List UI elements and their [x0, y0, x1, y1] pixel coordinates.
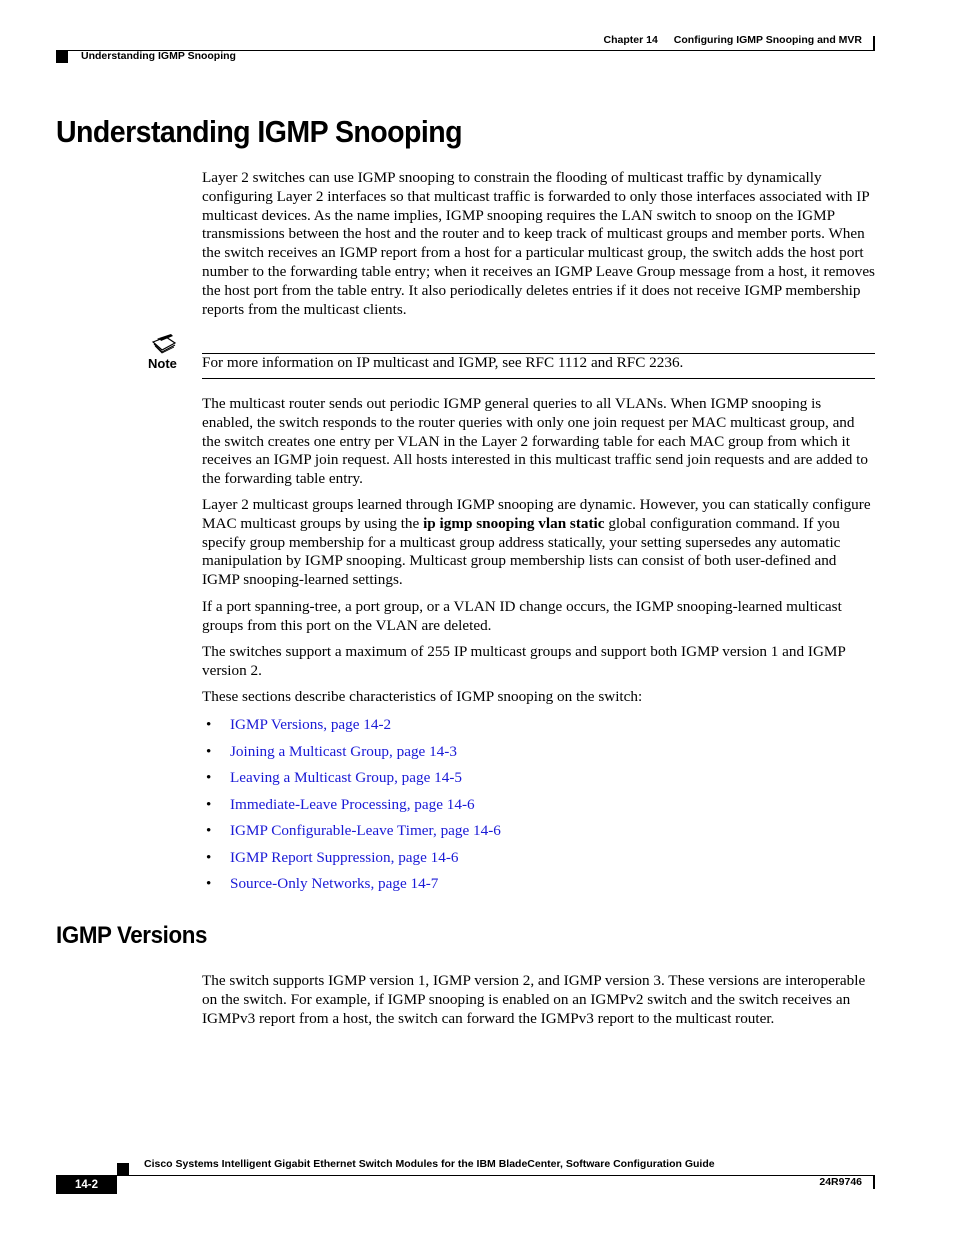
groups-paragraph [202, 496, 876, 590]
page-number: 14-2 [56, 1176, 117, 1194]
intro-paragraph: Layer 2 switches can use IGMP snooping to constrain the flooding of multicast traffic by dynamically configuring Layer 2 interfaces so that multicast traffic is forwarded to only those interfaces associated with IP multicast devices. As the name implies, IGMP snooping requires the LAN switch to snoop on the IGMP transmissions between the host and the router and to keep track of multicast groups and member ports. When the switch receives an IGMP report from a host for a particular multicast group, the switch adds the host port number to the forwarding table entry; when it receives an IGMP Leave Group message from a host, it removes the host port from the table entry. It also periodically deletes entries if it does not receive IGMP membership reports from the multicast clients. [202, 169, 875, 318]
header-square-marker [56, 51, 68, 63]
note-rule-bottom [202, 378, 875, 379]
router-paragraph: The multicast router sends out periodic IGMP general queries to all VLANs. When IGMP snooping is enabled, the switch responds to the router queries with only one join request per MAC multicast group, and the switch creates one entry per VLAN in the Layer 2 forwarding table for each MAC group from which it receives an IGMP join request. All hosts interested in this multicast traffic send join requests and are added to the forwarding table entry. [202, 395, 868, 488]
page-title: Understanding IGMP Snooping [56, 114, 463, 149]
footer-guide-title: Cisco Systems Intelligent Gigabit Ethernet Switch Modules for the IBM BladeCenter, Software Configuration Guide [144, 1158, 715, 1170]
header-tick-mark [873, 36, 875, 51]
note-pencil-icon [150, 333, 178, 355]
chapter-number: Chapter 14 [603, 34, 658, 46]
link-joining-multicast-group[interactable]: Joining a Multicast Group, page 14-3 [230, 742, 457, 760]
maximum-groups-paragraph: The switches support a maximum of 255 IP multicast groups and support both IGMP version 1 and IGMP version 2. [202, 643, 846, 679]
bullet: • [206, 742, 212, 760]
document-number: 24R9746 [819, 1176, 862, 1188]
command-text: ip igmp snooping vlan static [423, 514, 605, 532]
bullet: • [206, 769, 212, 786]
sections-intro-paragraph: These sections describe characteristics of IGMP snooping on the switch: [202, 688, 643, 705]
running-header-chapter [604, 34, 862, 46]
versions-paragraph: The switch supports IGMP version 1, IGMP version 2, and IGMP version 3. These versions are interoperable on the switch. For example, if IGMP snooping is enabled on an IGMPv2 switch and the switch receives an IGMPv3 report from a host, the switch can forward the IGMPv3 report to the multicast router. [202, 972, 866, 1027]
bullet: • [206, 848, 212, 866]
bullet: • [206, 875, 212, 892]
bullet: • [206, 716, 212, 733]
footer-square-marker [117, 1163, 129, 1175]
footer-tick-mark [873, 1175, 875, 1189]
section-heading-igmp-versions: IGMP Versions [56, 922, 208, 949]
note-text: For more information on IP multicast and IGMP, see RFC 1112 and RFC 2236. [202, 354, 684, 371]
bullet: • [206, 822, 212, 839]
link-configurable-leave-timer[interactable]: IGMP Configurable-Leave Timer, page 14-6 [230, 822, 501, 839]
link-igmp-report-suppression[interactable]: IGMP Report Suppression, page 14-6 [230, 848, 459, 866]
chapter-title: Configuring IGMP Snooping and MVR [673, 34, 862, 46]
link-source-only-networks[interactable]: Source-Only Networks, page 14-7 [230, 875, 439, 892]
link-leaving-multicast-group[interactable]: Leaving a Multicast Group, page 14-5 [230, 769, 462, 786]
bullet: • [206, 795, 212, 813]
note-label: Note [148, 356, 177, 371]
groups-text-start: Layer 2 multicast groups learned through IGMP snooping are dynamic. However, you can statically configure MAC multicast groups by using the [202, 496, 871, 532]
groups-text-end: global configuration command. If you specify group membership for a multicast group address statically, your setting supersedes any automatic manipulation by IGMP snooping. Multicast group membership lists can consist of both user-defined and IGMP snooping-learned settings. [202, 514, 841, 589]
link-igmp-versions[interactable]: IGMP Versions, page 14-2 [230, 716, 392, 733]
spanning-tree-paragraph: If a port spanning-tree, a port group, or a VLAN ID change occurs, the IGMP snooping-learned multicast groups from this port on the VLAN are deleted. [202, 598, 842, 634]
footer-rule [56, 1175, 875, 1176]
link-immediate-leave-processing[interactable]: Immediate-Leave Processing, page 14-6 [230, 795, 475, 813]
running-header-section: Understanding IGMP Snooping [81, 50, 236, 62]
